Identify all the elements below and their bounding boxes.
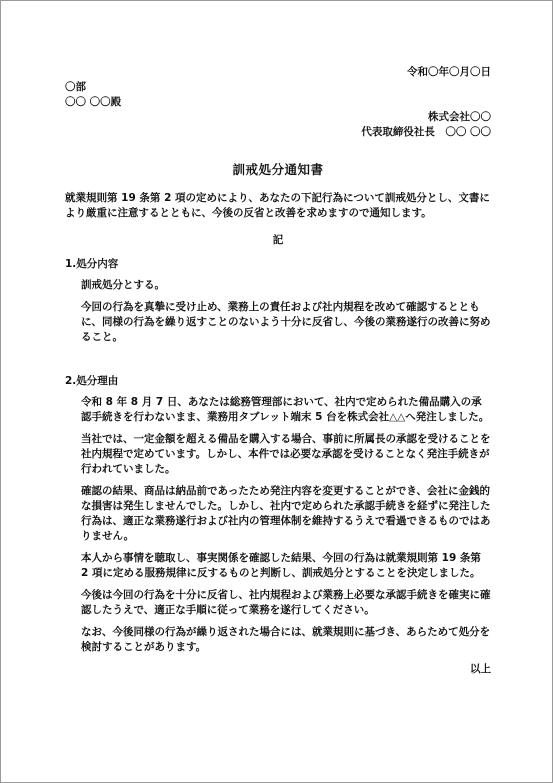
section-1-paragraph: 訓戒処分とする。 xyxy=(81,279,165,291)
section-2-paragraph: 本人から事情を聴取し、事実関係を確認した結果、今回の行為は就業規則第 19 条第 2 項に定める服務規律に反するものと判断し、訓戒処分とすることを決定しました。 xyxy=(81,552,481,579)
intro-paragraph: 就業規則第 19 条第 2 項の定めにより、あなたの下記行為について訓戒処分とし、文書により厳重に注意するとともに、今後の反省と改善を求めますので通知します。 xyxy=(65,192,490,219)
section-1-heading: 1.処分内容 xyxy=(65,258,119,270)
section-2-paragraph: 今後は今回の行為を十分に反省し、社内規程および業務上必要な承認手続きを確実に確認したうえで、適正な手順に従って業務を遂行してください。 xyxy=(81,589,491,616)
section-2-paragraph: 令和 8 年 8 月 7 日、あなたは総務管理部において、社内で定められた備品購入の承認手続きを行わないまま、業務用タブレット端末 5 台を株式会社△△へ発注しました。 xyxy=(81,396,490,423)
section-spacer xyxy=(65,352,491,374)
section-2-paragraph: なお、今後同様の行為が繰り返された場合には、就業規則に基づき、あらためて処分を検討することがあります。 xyxy=(81,626,491,653)
document-body xyxy=(65,65,491,677)
closing-ijou: 以上 xyxy=(470,663,491,675)
sender-company: 株式会社〇〇 xyxy=(428,111,491,123)
recipient-name: 〇〇 〇〇殿 xyxy=(65,96,122,108)
section-2-heading: 2.処分理由 xyxy=(65,375,119,387)
section-2-paragraph: 確認の結果、商品は納品前であったため発注内容を変更することができ、会社に金銭的な損害は発生しませんでした。しかし、社内で定められた承認手続きを経ずに発注した行為は、適正な業務遂行および社内の管理体制を維持するうえで看過できるものではありません。 xyxy=(81,485,491,542)
sender-representative: 代表取締役社長 〇〇 〇〇 xyxy=(361,126,491,138)
section-2-paragraph: 当社では、一定金額を超える備品を購入する場合、事前に所属長の承認を受けることを社内規程で定めています。しかし、本件では必要な承認を受けることなく発注手続きが行われていました。 xyxy=(81,433,491,475)
recipient-department: 〇部 xyxy=(65,81,86,93)
issue-date: 令和〇年〇月〇日 xyxy=(407,66,491,78)
ki-heading: 記 xyxy=(272,234,284,246)
section-1-paragraph: 今回の行為を真摯に受け止め、業務上の責任および社内規程を改めて確認するとともに、同様の行為を繰り返すことのないよう十分に反省し、今後の業務遂行の改善に努めること。 xyxy=(81,301,491,343)
document-title: 訓戒処分通知書 xyxy=(232,162,324,177)
